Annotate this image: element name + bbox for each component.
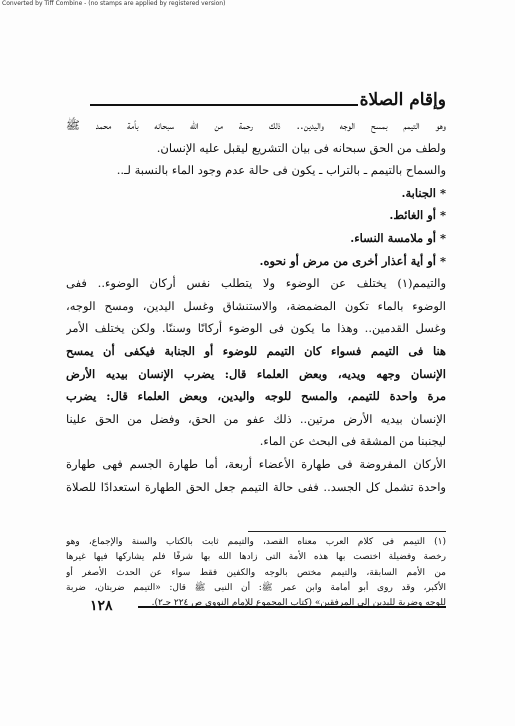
footnote-line: (١) التيمم فى كلام العرب معناه القصد، والتيمم ثابت بالكتاب والسنة والإجماع، وهو	[66, 537, 446, 547]
body-line: ولطف من الحق سبحانه فى بيان التشريع ليقبل عليه الإنسان.	[156, 140, 446, 155]
body-line: واحدة تشمل كل الجسد.. ففى حالة التيمم جعل الحق الطهارة استعدادًا للصلاة	[66, 479, 446, 494]
body-line: والتيمم(١) يختلف عن الوضوء ولا يتطلب نفس أركان الوضوء.. ففى	[66, 276, 446, 291]
body-line: * أو الغائط.	[389, 208, 446, 223]
body-line: الإنسان بيديه الأرض مرتين.. ذلك عفو من الحق، وفضل من الحق علينا	[66, 411, 446, 426]
body-text	[66, 114, 446, 498]
body-line: والسماح بالتيمم ـ بالتراب ـ يكون فى حالة عدم وجود الماء بالنسبة لـ..	[116, 163, 446, 178]
body-line: الوضوء بالماء تكون المضمضة، والاستنشاق وغسل اليدين، ومسح الوجه،	[66, 298, 446, 313]
footnote-line: رخصة وفضيلة اختصت بها هذه الأمة التى زادها الله بها شرفًا فلم يشاركها فيها غيرها	[66, 552, 446, 563]
body-line: ليجنبنا من المشقة فى البحث عن الماء.	[259, 434, 446, 449]
footnote-line: للوجه وضربة لليدين إلى المرفقين» (كتاب المجموع للإمام النووى ص ٢٢٤ جـ٢).	[151, 598, 446, 609]
body-line: وهو التيمم بمسح الوجه واليدين.. ذلك رحمة من الله سبحانه بأمة محمد ﷺ	[66, 118, 446, 132]
converter-watermark-note: Converted by Tiff Combine - (no stamps are applied by registered version)	[2, 0, 226, 7]
running-title: وإقام الصلاة	[359, 90, 446, 110]
body-line: الإنسان وجهه ويديه، وبعض العلماء قال: يضرب الإنسان بيديه الأرض	[66, 366, 446, 381]
header-rule	[90, 104, 358, 106]
body-line: وغسل القدمين.. وهذا ما يكون فى الوضوء أركانًا وسننًا. ولكن يختلف الأمر	[66, 321, 446, 336]
body-line: * أو ملامسة النساء.	[350, 230, 446, 245]
page-number: ١٢٨	[90, 598, 113, 614]
body-line: الأركان المفروضة فى طهارة الأعضاء أربعة، أما طهارة الجسم فهى طهارة	[66, 456, 446, 471]
body-line: هنا فى التيمم فسواء كان التيمم للوضوء أو الجنابة فيكفى أن يمسح	[66, 343, 446, 358]
body-line: مرة واحدة للتيمم، والمسح للوجه واليدين، وبعض العلماء قال: يضرب	[66, 389, 446, 404]
footnote-line: من الأمم السابقة، والتيمم مختص بالوجه والكفين فقط سواء عن الحدث الأصغر أو	[66, 567, 446, 578]
footnote-line: الأكبر، وقد روى أبو أمامة وابن عمر ﷺ: أن النبى ﷺ قال: «التيمم ضربتان، ضربة	[66, 582, 446, 593]
page-footer	[90, 599, 446, 613]
body-line: * الجنابة.	[401, 185, 446, 200]
footnote-rule	[248, 531, 446, 532]
body-line: * أو أية أعذار أخرى من مرض أو نحوه.	[259, 253, 446, 268]
footer-rule	[138, 606, 446, 608]
page-header	[90, 90, 446, 114]
